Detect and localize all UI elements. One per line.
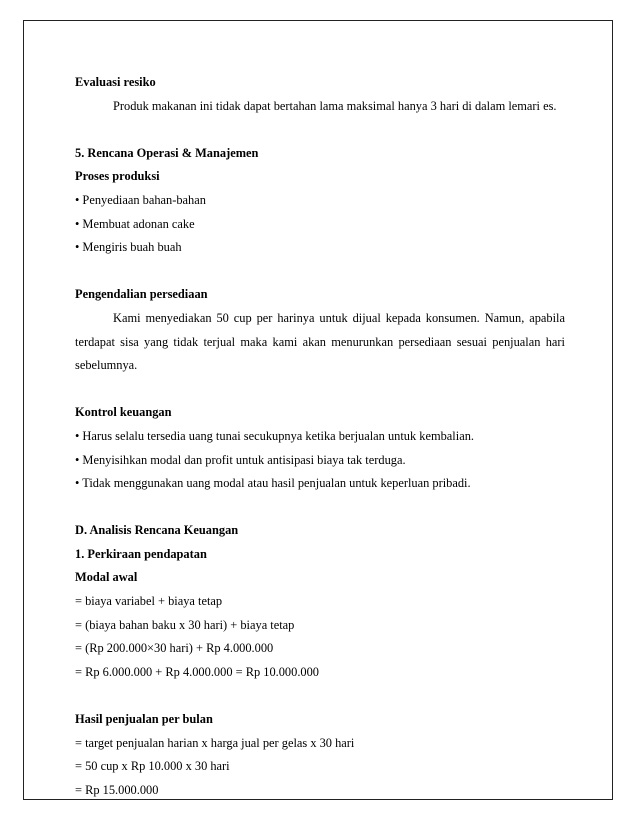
list-item: • Membuat adonan cake bbox=[75, 216, 195, 231]
formula-line: = Rp 15.000.000 bbox=[75, 782, 159, 797]
formula-line: = biaya variabel + biaya tetap bbox=[75, 594, 223, 609]
evaluasi-text: Produk makanan ini tidak dapat bertahan lama maksimal hanya 3 hari di dalam lemari es. bbox=[113, 98, 557, 113]
formula-line: = Rp 6.000.000 + Rp 4.000.000 = Rp 10.000.000 bbox=[75, 664, 320, 679]
section-5-heading: 5. Rencana Operasi & Manajemen bbox=[75, 145, 259, 160]
formula-line: = 50 cup x Rp 10.000 x 30 hari bbox=[75, 759, 230, 774]
formula-line: = (Rp 200.000×30 hari) + Rp 4.000.000 bbox=[75, 641, 274, 656]
list-item: • Tidak menggunakan uang modal atau hasil penjualan untuk keperluan pribadi. bbox=[75, 476, 471, 491]
pengendalian-text: Kami menyediakan 50 cup per harinya untuk dijual kepada konsumen. Namun, apabila terdapat sisa yang tidak terjual maka kami akan menurunkan persediaan sesuai penjualan hari sebelumnya. bbox=[75, 310, 565, 373]
formula-line: = (biaya bahan baku x 30 hari) + biaya tetap bbox=[75, 617, 295, 632]
formula-line: = target penjualan harian x harga jual per gelas x 30 hari bbox=[75, 735, 355, 750]
subsection-heading: 1. Perkiraan pendapatan bbox=[75, 546, 207, 561]
list-item: • Mengiris buah buah bbox=[75, 240, 182, 255]
document-body bbox=[75, 71, 565, 802]
proses-heading: Proses produksi bbox=[75, 169, 160, 184]
list-item: • Penyediaan bahan-bahan bbox=[75, 192, 206, 207]
evaluasi-heading: Evaluasi resiko bbox=[75, 75, 156, 89]
pengendalian-heading: Pengendalian persediaan bbox=[75, 287, 208, 302]
list-item: • Harus selalu tersedia uang tunai secukupnya ketika berjualan untuk kembalian. bbox=[75, 428, 474, 443]
modal-heading: Modal awal bbox=[75, 570, 138, 585]
hasil-heading: Hasil penjualan per bulan bbox=[75, 712, 213, 727]
section-d-heading: D. Analisis Rencana Keuangan bbox=[75, 523, 239, 538]
kontrol-heading: Kontrol keuangan bbox=[75, 405, 172, 420]
list-item: • Menyisihkan modal dan profit untuk antisipasi biaya tak terduga. bbox=[75, 452, 406, 467]
